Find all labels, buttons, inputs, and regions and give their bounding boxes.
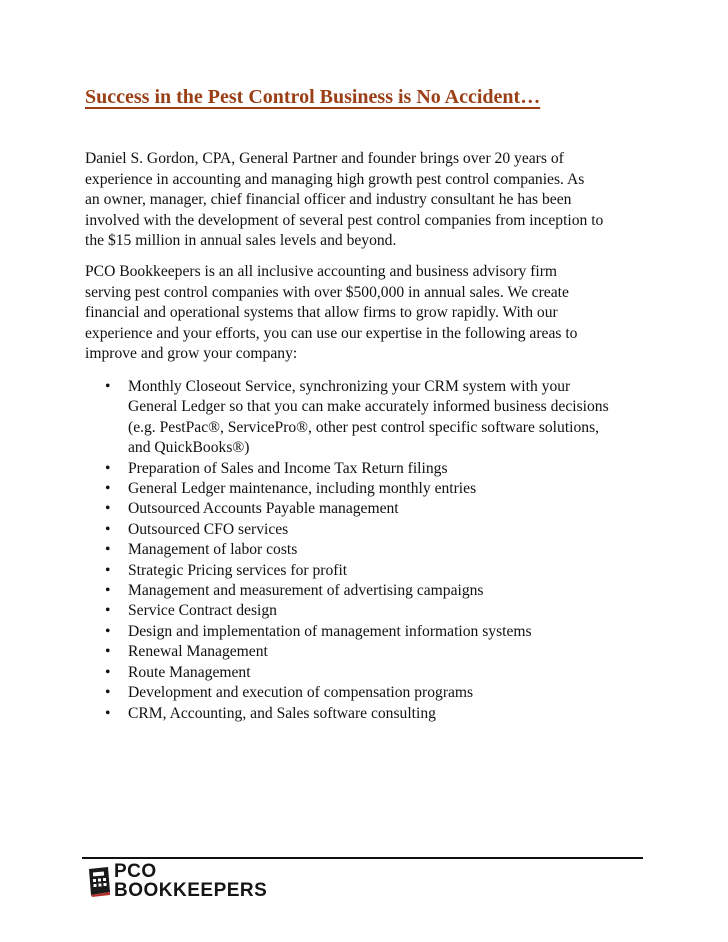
paragraph-line: an owner, manager, chief financial officer and industry consultant he has been — [85, 191, 572, 209]
list-item-line: Outsourced Accounts Payable management — [128, 500, 399, 518]
paragraph-line: Daniel S. Gordon, CPA, General Partner and founder brings over 20 years of — [85, 150, 564, 167]
paragraph-line: financial and operational systems that allow firms to grow rapidly. With our — [85, 304, 558, 322]
company-paragraph — [85, 262, 655, 365]
list-item-line: (e.g. PestPac®, ServicePro®, other pest control specific software solutions, — [128, 418, 600, 436]
list-item-line: Design and implementation of management information systems — [128, 622, 532, 640]
bullet-icon: • — [105, 459, 111, 477]
list-item-line: Service Contract design — [128, 602, 277, 620]
bullet-icon: • — [105, 684, 111, 702]
bullet-icon: • — [105, 378, 111, 395]
list-item — [100, 622, 609, 642]
bullet-icon: • — [105, 643, 111, 661]
paragraph-line: experience and your efforts, you can use our expertise in the following areas to — [85, 324, 578, 342]
list-item — [100, 479, 609, 499]
bullet-icon: • — [105, 602, 111, 620]
list-item — [100, 581, 609, 601]
list-item — [100, 683, 609, 703]
paragraph-line: involved with the development of several pest control companies from inception to — [85, 211, 604, 229]
intro-paragraph — [85, 149, 655, 252]
list-item-line: Management of labor costs — [128, 541, 298, 559]
list-item-line: General Ledger maintenance, including monthly entries — [128, 480, 477, 498]
logo-wordmark — [114, 862, 267, 900]
bullet-icon: • — [105, 663, 111, 681]
list-item-line: Monthly Closeout Service, synchronizing your CRM system with your — [128, 378, 571, 395]
bullet-icon: • — [105, 561, 111, 579]
list-item — [100, 642, 609, 662]
list-item — [100, 601, 609, 621]
bullet-icon: • — [105, 704, 111, 722]
bullet-icon: • — [105, 480, 111, 498]
paragraph-line: serving pest control companies with over $500,000 in annual sales. We create — [85, 283, 569, 301]
list-item-line: Development and execution of compensation programs — [128, 684, 474, 702]
services-list — [100, 377, 609, 724]
list-item-line: Management and measurement of advertising campaigns — [128, 582, 484, 600]
list-item — [100, 459, 609, 479]
list-item-line: Renewal Management — [128, 643, 268, 661]
list-item-line: Strategic Pricing services for profit — [128, 561, 348, 579]
paragraph-line: PCO Bookkeepers is an all inclusive accounting and business advisory firm — [85, 263, 558, 280]
footer-divider — [82, 857, 643, 859]
logo-line-2: BOOKKEEPERS — [114, 880, 268, 901]
list-item-line: General Ledger so that you can make accurately informed business decisions — [128, 398, 609, 416]
list-item — [100, 663, 609, 683]
list-item — [100, 540, 609, 560]
list-item-line: Preparation of Sales and Income Tax Return filings — [128, 459, 448, 477]
paragraph-line: improve and grow your company: — [85, 345, 298, 363]
list-item — [100, 520, 609, 540]
bullet-icon: • — [105, 582, 111, 600]
bullet-icon: • — [105, 500, 111, 518]
list-item-line: Outsourced CFO services — [128, 520, 289, 538]
bullet-icon: • — [105, 520, 111, 538]
list-item — [100, 499, 609, 519]
bullet-icon: • — [105, 622, 111, 640]
calculator-book-icon — [86, 866, 112, 898]
list-item-line: Route Management — [128, 663, 251, 681]
paragraph-line: experience in accounting and managing high growth pest control companies. As — [85, 170, 585, 188]
page-title: Success in the Pest Control Business is No Accident… — [85, 86, 541, 108]
logo-line-1: PCO — [114, 861, 157, 882]
list-item — [100, 377, 609, 459]
list-item-line: and QuickBooks®) — [128, 439, 250, 457]
paragraph-line: the $15 million in annual sales levels and beyond. — [85, 232, 397, 250]
list-item — [100, 561, 609, 581]
list-item-line: CRM, Accounting, and Sales software consulting — [128, 704, 436, 722]
bullet-icon: • — [105, 541, 111, 559]
pco-bookkeepers-logo — [86, 862, 286, 902]
list-item — [100, 704, 609, 724]
